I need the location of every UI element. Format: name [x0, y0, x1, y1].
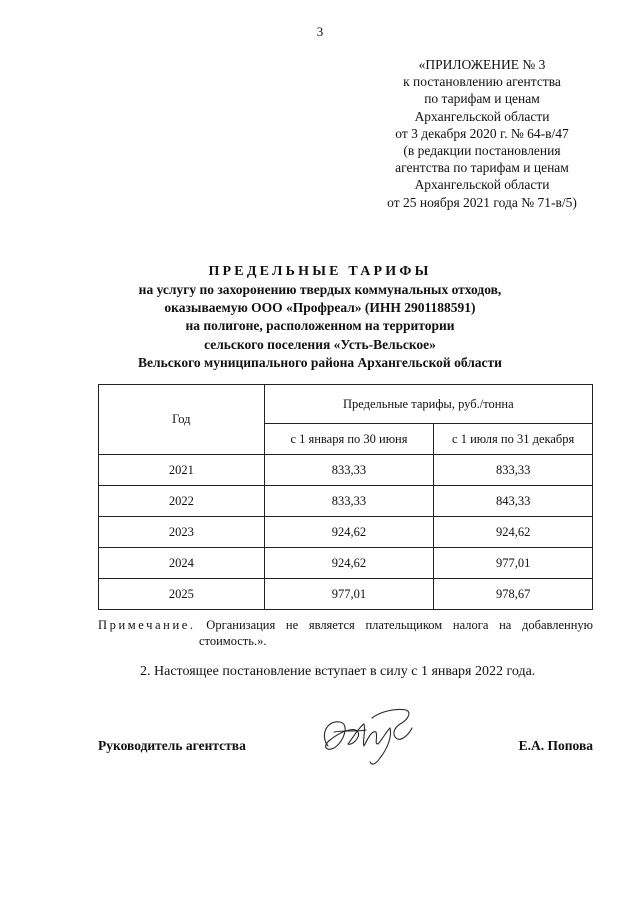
appendix-line: (в редакции постановления — [403, 143, 561, 159]
note-line-2: стоимость.». — [199, 634, 267, 648]
appendix-line: Архангельской области — [414, 108, 550, 124]
second-half-cell: 843,33 — [434, 486, 593, 517]
second-half-cell: 833,33 — [434, 455, 593, 486]
second-half-header: с 1 июля по 31 декабря — [434, 424, 593, 455]
first-half-cell: 833,33 — [264, 455, 434, 486]
year-cell: 2022 — [99, 486, 265, 517]
second-half-cell: 924,62 — [434, 517, 593, 548]
tariff-group-header: Предельные тарифы, руб./тонна — [264, 385, 592, 424]
signatory-name: Е.А. Попова — [518, 738, 593, 753]
first-half-cell: 924,62 — [264, 548, 434, 579]
handwritten-signature — [314, 702, 424, 772]
table-row — [99, 548, 593, 579]
title-line: сельского поселения «Усть-Вельское» — [204, 336, 436, 352]
appendix-line: по тарифам и ценам — [424, 91, 540, 107]
year-cell: 2023 — [99, 517, 265, 548]
title-line: на услугу по захоронению твердых коммунальных отходов, — [138, 282, 502, 297]
note-line-1 — [98, 617, 593, 633]
title-line: оказываемую ООО «Профреал» (ИНН 2901188591) — [164, 300, 476, 316]
title-main: ПРЕДЕЛЬНЫЕ ТАРИФЫ — [208, 264, 432, 279]
title-line: Вельского муниципального района Архангельской области — [138, 354, 502, 370]
page-number: 3 — [316, 24, 324, 39]
second-half-cell: 978,67 — [434, 579, 593, 610]
effective-date-clause: 2. Настоящее постановление вступает в силу с 1 января 2022 года. — [140, 664, 536, 679]
tariff-table — [98, 384, 593, 610]
first-half-header: с 1 января по 30 июня — [264, 424, 434, 455]
table-note — [98, 617, 593, 649]
year-header: Год — [99, 385, 265, 455]
first-half-cell: 924,62 — [264, 517, 434, 548]
year-cell: 2021 — [99, 455, 265, 486]
first-half-cell: 977,01 — [264, 579, 434, 610]
title-line: на полигоне, расположенном на территории — [185, 318, 455, 334]
appendix-line: Архангельской области — [414, 177, 550, 193]
table-header-row — [99, 385, 593, 424]
table-row — [99, 486, 593, 517]
year-cell: 2024 — [99, 548, 265, 579]
appendix-line: от 25 ноября 2021 года № 71-в/5) — [387, 194, 577, 210]
table-row — [99, 455, 593, 486]
note-label: Примечание. — [98, 618, 196, 632]
appendix-line: от 3 декабря 2020 г. № 64-в/47 — [395, 125, 569, 141]
appendix-line: к постановлению агентства — [403, 74, 561, 90]
signatory-position: Руководитель агентства — [98, 738, 246, 753]
appendix-line: «ПРИЛОЖЕНИЕ № 3 — [418, 57, 546, 72]
year-cell: 2025 — [99, 579, 265, 610]
first-half-cell: 833,33 — [264, 486, 434, 517]
document-title — [0, 263, 640, 372]
appendix-line: агентства по тарифам и ценам — [395, 160, 569, 176]
table-row — [99, 517, 593, 548]
table-row — [99, 579, 593, 610]
note-text: Организация не является плательщиком налога на добавленную — [206, 618, 594, 632]
second-half-cell: 977,01 — [434, 548, 593, 579]
appendix-header — [362, 56, 602, 211]
